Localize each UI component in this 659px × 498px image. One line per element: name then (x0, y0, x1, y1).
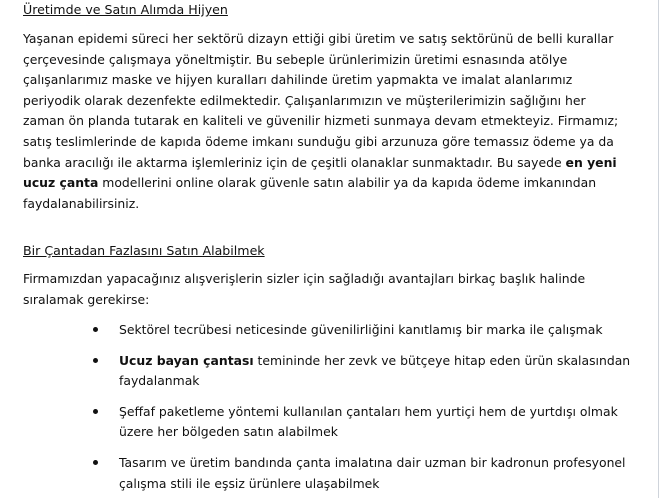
bullet-icon (93, 460, 98, 465)
section-heading-more-than-bag: Bir Çantadan Fazlasını Satın Alabilmek (23, 243, 265, 258)
list-item-text: temininde her zevk ve bütçeye hitap eden ürün skalasından faydalanmak (119, 352, 631, 389)
advantages-list (23, 320, 633, 494)
bullet-icon (93, 327, 98, 332)
paragraph-hygiene (23, 29, 631, 214)
bullet-icon (93, 409, 98, 414)
list-item (23, 453, 633, 494)
list-item-text: Şeffaf paketleme yöntemi kullanılan çantaları hem yurtiçi hem de yurtdışı olmak üzere her bölgeden satın alabilmek (119, 403, 618, 440)
section-heading-hygiene: Üretimde ve Satın Alımda Hijyen (23, 2, 228, 17)
list-item-text: Tasarım ve üretim bandında çanta imalatına dair uzman bir kadronun profesyonel çalışma stili ile eşsiz ürünlere ulaşabilmek (119, 454, 626, 491)
list-item (23, 351, 633, 392)
paragraph-intro: Firmamızdan yapacağınız alışverişlerin sizler için sağladığı avantajları birkaç başlık halinde sıralamak gerekirse: (23, 271, 586, 307)
list-item (23, 402, 633, 443)
bullet-icon (93, 358, 98, 363)
paragraph-hygiene-bold[interactable]: en yeni ucuz çanta (23, 154, 617, 191)
list-item (23, 320, 633, 341)
paragraph-hygiene-text-2: modellerini online olarak güvenle satın alabilir ya da kapıda ödeme imkanından faydalanabilirsiniz. (23, 175, 597, 211)
paragraph-hygiene-text-1: Yaşanan epidemi süreci her sektörü dizayn ettiği gibi üretim ve satış sektörünü de belli kurallar çerçevesinde çalışmaya yöneltmiştir. Bu sebeple ürünlerimizin üretimi esnasında atölye çalışanlarımız maske ve hijyen kuralları dahilinde üretim yapmakta ve imalat alanlarımız periyodik olarak dezenfekte edilmektedir. Çalışanlarımızın ve müşterilerimizin sağlığını her zaman ön planda tutarak en kaliteli ve güvenilir hizmeti sunmaya devam etmekteyiz. Firmamız; satış teslimlerinde de kapıda ödeme imkanı sunduğu gibi arzunuza göre temassız ödeme ya da banka aracılığı ile aktarma işlemleriniz için de çeşitli olanaklar sunmaktadır. Bu sayede (23, 31, 619, 170)
list-item-text: Sektörel tecrübesi neticesinde güvenilirliğini kanıtlamış bir marka ile çalışmak (119, 322, 603, 337)
list-item-bold[interactable]: Ucuz bayan çantası (119, 352, 254, 368)
